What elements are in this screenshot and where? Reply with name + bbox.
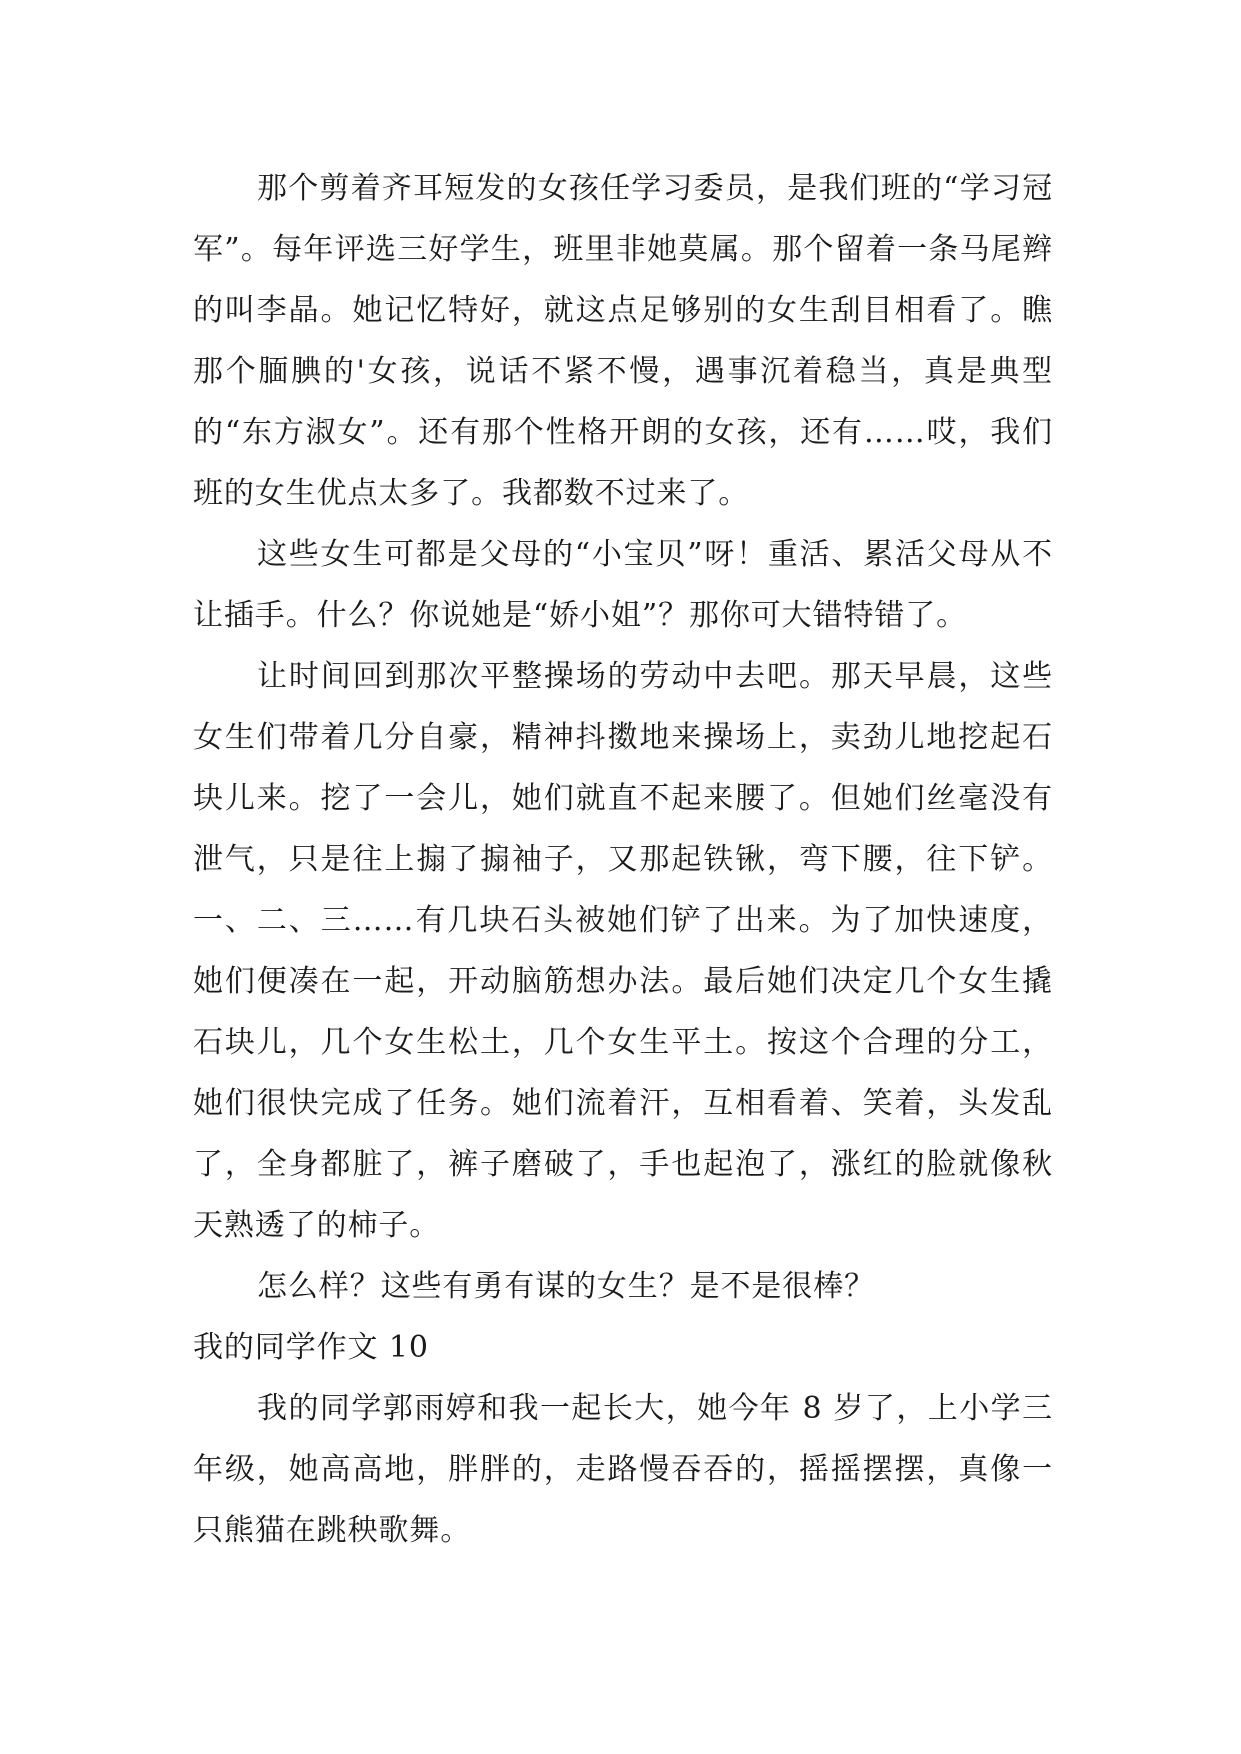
document-body bbox=[193, 158, 1053, 1561]
paragraph-3: 让时间回到那次平整操场的劳动中去吧。那天早晨，这些女生们带着几分自豪，精神抖擞地来操场上，卖劲儿地挖起石块儿来。挖了一会儿，她们就直不起来腰了。但她们丝毫没有泄气，只是往上搧了搧袖子，又那起铁锹，弯下腰，往下铲。一、二、三……有几块石头被她们铲了出来。为了加快速度，她们便凑在一起，开动脑筋想办法。最后她们决定几个女生撬石块儿，几个女生松土，几个女生平土。按这个合理的分工，她们很快完成了任务。她们流着汗，互相看着、笑着，头发乱了，全身都脏了，裤子磨破了，手也起泡了，涨红的脸就像秋天熟透了的柿子。 bbox=[193, 659, 1053, 1243]
paragraph-5: 我的同学郭雨婷和我一起长大，她今年 8 岁了，上小学三年级，她高高地，胖胖的，走路慢吞吞的，摇摇摆摆，真像一只熊猫在跳秧歌舞。 bbox=[193, 1391, 1053, 1548]
paragraph-4: 怎么样？这些有勇有谋的女生？是不是很棒？ bbox=[257, 1269, 875, 1304]
paragraph-1: 那个剪着齐耳短发的女孩任学习委员，是我们班的“学习冠军”。每年评选三好学生，班里非她莫属。那个留着一条马尾辫的叫李晶。她记忆特好，就这点足够别的女生刮目相看了。瞧那个腼腆的'女孩，说话不紧不慢，遇事沉着稳当，真是典型的“东方淑女”。还有那个性格开朗的女孩，还有……哎，我们班的女生优点太多了。我都数不过来了。 bbox=[193, 171, 1053, 511]
paragraph-2: 这些女生可都是父母的“小宝贝”呀！重活、累活父母从不让插手。什么？你说她是“娇小姐”？那你可大错特错了。 bbox=[193, 537, 1053, 633]
essay-heading: 我的同学作文 10 bbox=[193, 1330, 429, 1365]
